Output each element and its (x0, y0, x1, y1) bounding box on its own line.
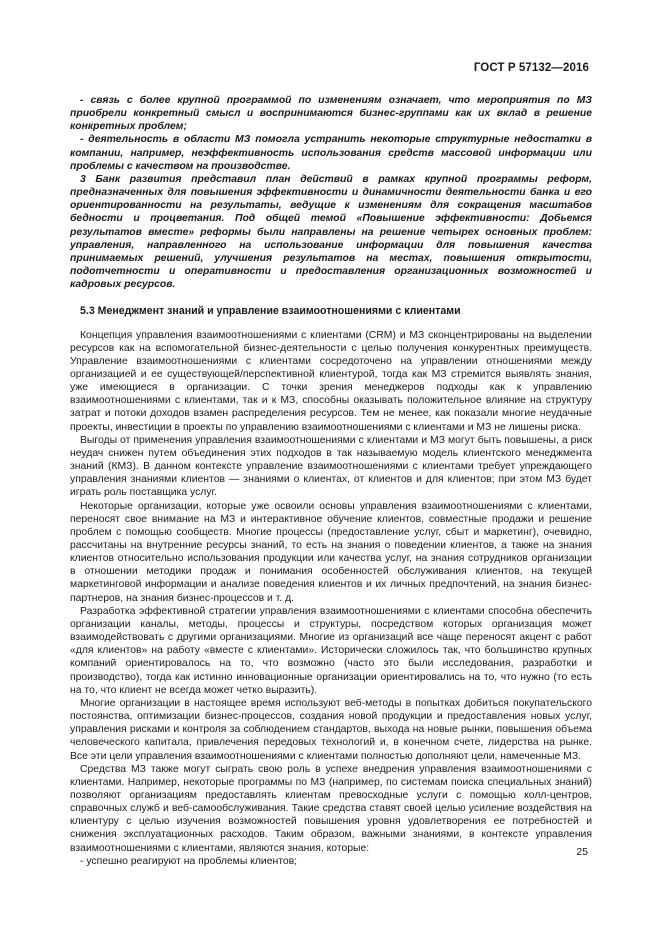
page-number: 25 (576, 846, 588, 858)
note-item: - связь с более крупной программой по изменениям означает, что мероприятия по МЗ приобрели конкретный смысл и воспринимаются бизнес-группами как их вклад в решение конкретных проблем; (70, 95, 592, 133)
note-item: - деятельность в области МЗ помогла устранить некоторые структурные недостатки в компании, например, неэффективность использования средств массовой информации или проблемы с качеством на производстве. (70, 134, 592, 172)
body-paragraph: Выгоды от применения управления взаимоотношениями с клиентами и МЗ могут быть повышены, а риск неудач снижен путем объединения этих подходов в так называемую модель клиентского менеджмента знаний (КМЗ). В данном контексте управление взаимоотношениями с клиентами требует упреждающего управления знаниями клиентов — знаниями о клиентах, от клиентов и для клиентов; при этом МЗ будет играть роль поставщика услуг. (70, 434, 592, 499)
section-title: 5.3 Менеджмент знаний и управление взаимоотношениями с клиентами (80, 305, 461, 318)
list-item: - успешно реагируют на проблемы клиентов; (80, 855, 298, 867)
body-paragraph: Некоторые организации, которые уже освоили основы управления взаимоотношениями с клиентами, переносят свое внимание на МЗ и интерактивное обучение клиентов, совместные продажи и решение проблем с помощью сообществ. Многие процессы (предоставление услуг, сбыт и маркетинг), очевидно, рассчитаны на внутренние ресурсы знаний, то есть на знания о поведении клиентов, а также на знания клиентов относительно использования продукции или качества услуг, на знания сотрудников организации в отношении методики продаж и понимания особенностей обслуживания клиентов, на текущей маркетинговой информации и анализе поведения клиентов и их личных предпочтений, на знания бизнес-партнеров, на знания бизнес-процессов и т. д. (70, 500, 592, 604)
document-code: ГОСТ Р 57132—2016 (473, 62, 589, 74)
body-paragraph: Многие организации в настоящее время используют веб-методы в попытках добиться покупательского постоянства, оптимизации бизнес-процессов, создания новой продукции и предоставления новых услуг, управления рисками и контроля за соблюдением стандартов, выхода на новые рынки, повышения объема человеческого капитала, привлечения передовых технологий и, в конечном счете, лидерства на рынке. Все эти цели управления взаимоотношениями с клиентами полностью дополняют цели, намеченные МЗ. (70, 697, 592, 762)
body-paragraph: Средства МЗ также могут сыграть свою роль в успехе внедрения управления взаимоотношениями с клиентами. Например, некоторые программы по МЗ (например, по системам поиска специальных знаний) позволяют организациям предоставлять клиентам превосходные услуги с помощью колл-центров, справочных служб и веб-самообслуживания. Такие средства ставят своей целью усиление воздействия на клиентуру с целью изучения возможностей повышения уровня удовлетворения ее потребностей и снижения эксплуатационных расходов. Таким образом, важными знаниями, в контексте управления взаимоотношениями с клиентами, являются знания, которые: (70, 763, 592, 854)
page-content (70, 94, 592, 868)
body-paragraph: Разработка эффективной стратегии управления взаимоотношениями с клиентами способна обеспечить организации каналы, методы, процессы и структуры, посредством которых организация может взаимодействовать с другими организациями. Многие из организаций все чаще переносят акцент с работ «для клиентов» на работу «вместе с клиентами». Исторически сложилось так, что большинство крупных компаний ориентировалось на то, что возможно (часто это были исследования, разработки и производство), тогда как истинно инновационные организации ориентировались на то, что нужно (то есть на то, что клиент не всегда может четко выразить). (70, 605, 592, 696)
note-paragraph: 3 Банк развития представил план действий в рамках крупной программы реформ, предназначенных для повышения эффективности и динамичности деятельности банка и его ориентированности на результаты, ведущие к изменениям для сокращения масштабов бедности и процветания. Под общей темой «Повышение эффективности: Добьемся результатов вместе» реформы были направлены на решение четырех основных проблем: управления, направленного на использование информации для повышения качества принимаемых решений, улучшения результатов на местах, повышения открытости, подотчетности и оперативности и предоставления организационных возможностей и кадровых ресурсов. (70, 173, 592, 291)
body-paragraph: Концепция управления взаимоотношениями с клиентами (CRM) и МЗ сконцентрированы на выделении ресурсов как на вспомогательной бизнес-деятельности с целью получения конкурентных преимуществ. Управление взаимоотношениями с клиентами сосредоточено на управлении отношениями между организацией и ее существующей/перспективной клиентурой, тогда как МЗ стремится выявлять знания, уже имеющиеся в организации. С точки зрения менеджеров подходы как к управлению взаимоотношениями с клиентами, так и к МЗ, способны оказывать положительное влияние на структуру затрат и потоки доходов взамен распределения ресурсов. Тем не менее, как показали многие неудачные проекты, инвестиции в проекты по управлению взаимоотношениями с клиентами и МЗ не лишены риска. (70, 329, 592, 433)
